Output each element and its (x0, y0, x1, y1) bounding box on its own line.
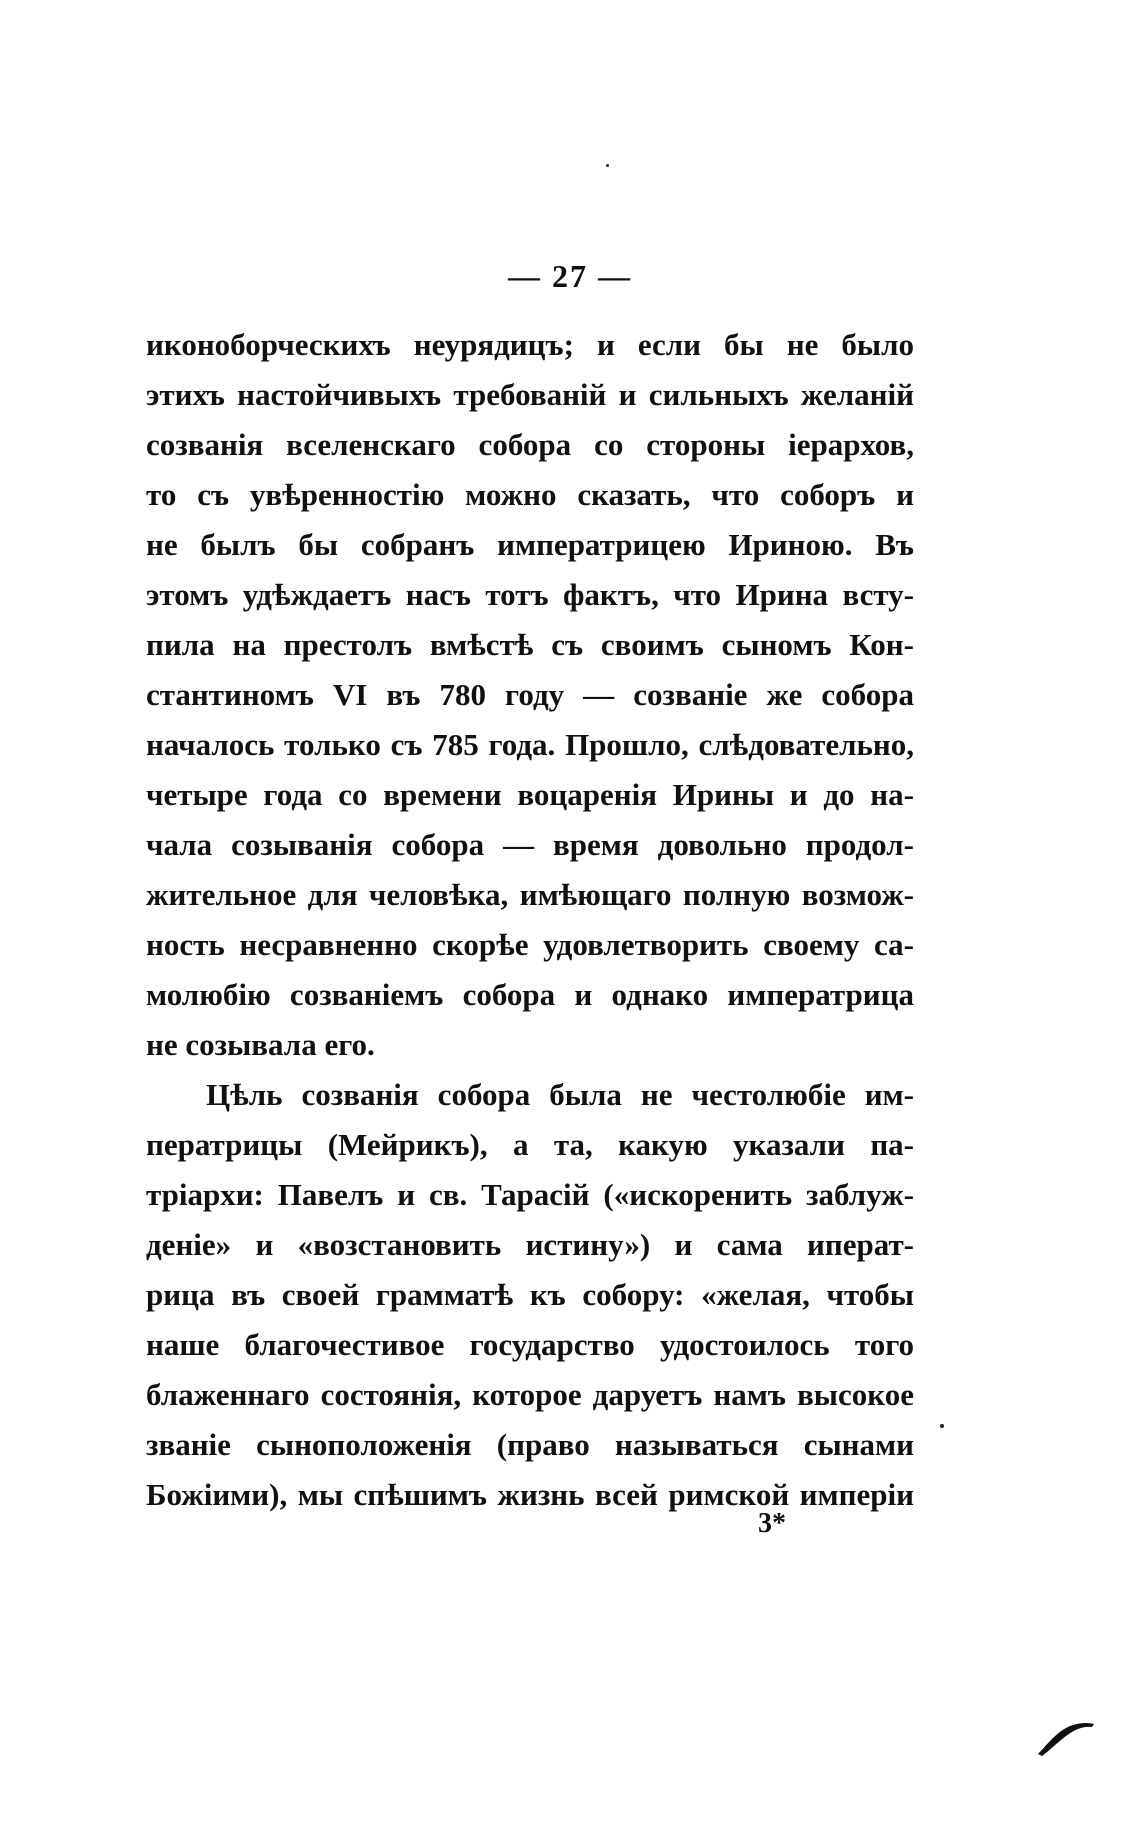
text-line: началось только съ 785 года. Прошло, слѣдовательно, (146, 727, 914, 762)
scan-speck (940, 1424, 944, 1428)
text-line: созванія вселенскаго собора со стороны іерархов, (146, 427, 914, 462)
text-line: Цѣль созванія собора была не честолюбіе им- (206, 1077, 914, 1112)
text-line: иконоборческихъ неурядицъ; и если бы не было (146, 327, 914, 362)
text-line: молюбію созваніемъ собора и однако императрица (146, 977, 914, 1012)
text-line: ператрицы (Мейрикъ), а та, какую указали па- (146, 1127, 914, 1162)
text-line: тріархи: Павелъ и св. Тарасій («искоренить заблуж- (146, 1177, 914, 1212)
text-line: не созывала его. (146, 1027, 375, 1062)
text-line: жительное для человѣка, имѣющаго полную возмож- (146, 877, 914, 912)
text-line: стантиномъ VI въ 780 году — созваніе же собора (146, 677, 914, 712)
text-block (146, 320, 914, 1520)
text-line: четыре года со времени воцаренія Ирины и до на- (146, 777, 914, 812)
text-line: этомъ удѣждаетъ насъ тотъ фактъ, что Ирина всту- (146, 577, 914, 612)
text-line: то съ увѣренностію можно сказать, что соборъ и (146, 477, 914, 512)
scan-speck (606, 164, 609, 167)
text-line: этихъ настойчивыхъ требованій и сильныхъ желаній (146, 377, 914, 412)
text-line: пила на престолъ вмѣстѣ съ своимъ сыномъ Кон- (146, 627, 914, 662)
scan-smudge-mark (1036, 1718, 1096, 1758)
paragraph-1 (146, 320, 914, 1070)
text-line: ность несравненно скорѣе удовлетворить своему са- (146, 927, 914, 962)
text-line: деніе» и «возстановить истину») и сама иперат- (146, 1227, 914, 1262)
text-line: блаженнаго состоянія, которое даруетъ намъ высокое (146, 1377, 914, 1412)
text-line: Божіими), мы спѣшимъ жизнь всей римской имперіи (146, 1477, 914, 1512)
page-number: — 27 — (508, 258, 632, 294)
text-line: не былъ бы собранъ императрицею Ириною. Въ (146, 527, 914, 562)
text-line: рица въ своей грамматѣ къ собору: «желая, чтобы (146, 1277, 914, 1312)
paragraph-2 (146, 1070, 914, 1520)
text-line: званіе сыноположенія (право называться сынами (146, 1427, 914, 1462)
text-line: наше благочестивое государство удостоилось того (146, 1327, 914, 1362)
text-line: чала созыванія собора — время довольно продол- (146, 827, 914, 862)
signature-mark: 3* (758, 1508, 786, 1539)
